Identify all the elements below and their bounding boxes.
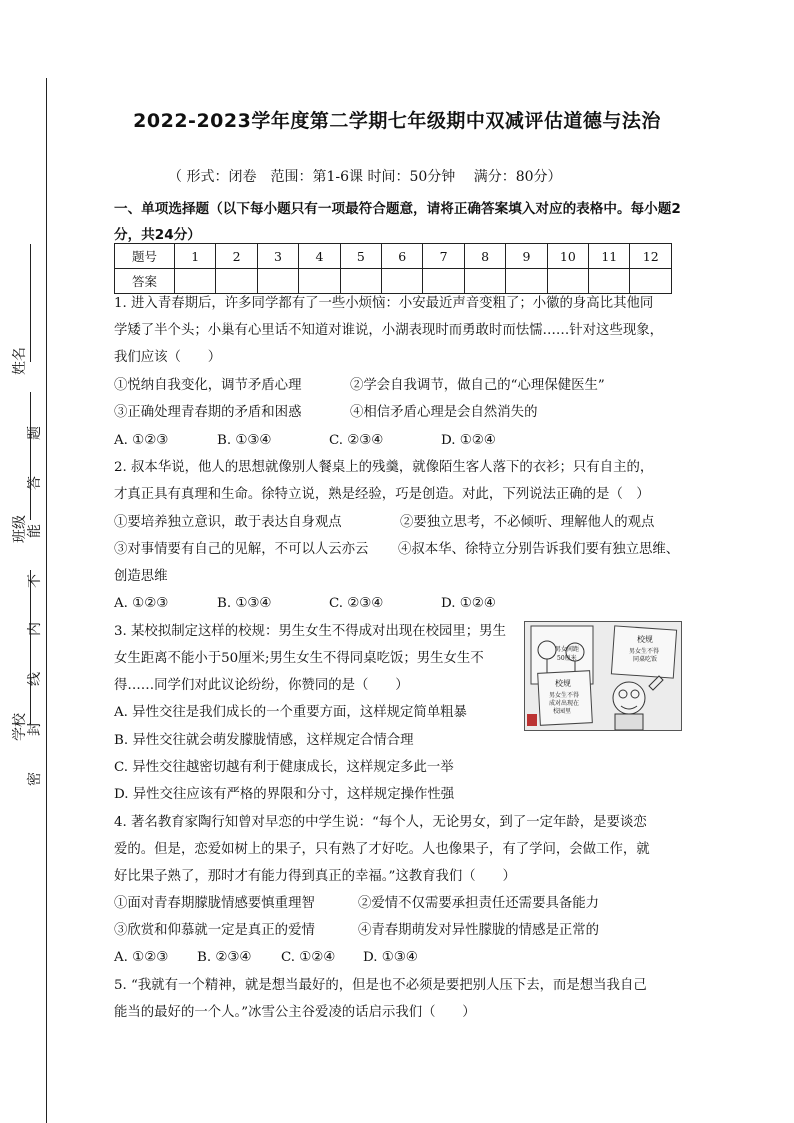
q2-statement: ②要独立思考，不必倾听、理解他人的观点	[400, 515, 655, 530]
seal-char: 答	[27, 476, 43, 490]
answer-cell[interactable]	[340, 269, 381, 294]
q4-line: 爱的。但是，恋爱如树上的果子，只有熟了才好吃。人也像果子，有了学问，会做工作，就	[114, 842, 650, 857]
question-number: 5	[340, 244, 381, 269]
q3-choice: C. 异性交往越密切越有利于健康成长，这样规定多此一举	[114, 760, 454, 775]
cartoon-illustration	[524, 621, 682, 731]
q4-choice: A. ①②③	[114, 950, 169, 965]
q2-statement: 创造思维	[114, 569, 168, 584]
q1-line: 学矮了半个头；小巢有心里话不知道对谁说，小湖表现时而勇敢时而怯懦……针对这些现象，	[114, 323, 664, 338]
q1-choice: A. ①②③	[114, 433, 169, 448]
question-number: 12	[630, 244, 672, 269]
seal-char: 线	[27, 672, 43, 686]
q1-statement: ③正确处理青春期的矛盾和困惑	[114, 405, 302, 420]
q4-choice: D. ①③④	[363, 950, 418, 965]
seal-char: 内	[27, 622, 43, 636]
answer-cell[interactable]	[257, 269, 298, 294]
q1-statement: ④相信矛盾心理是会自然消失的	[350, 405, 538, 420]
row-label-number: 题号	[115, 244, 175, 269]
q2-choice: C. ②③④	[329, 596, 384, 611]
cartoon-text: 校规	[555, 679, 571, 688]
answer-cell[interactable]	[382, 269, 423, 294]
q2-statement: ①要培养独立意识，敢于表达自身观点	[114, 515, 342, 530]
q2-choice: D. ①②④	[441, 596, 496, 611]
cartoon-text: 男女间距	[555, 646, 580, 653]
side-label-class: 班级	[12, 515, 28, 543]
q2-line: 2. 叔本华说，他人的思想就像别人餐桌上的残羹，就像陌生客人落下的衣衫；只有自主的，	[114, 460, 654, 475]
q4-line: 4. 著名教育家陶行知曾对早恋的中学生说：“每个人，无论男女，到了一定年龄，是要谈恋	[114, 815, 647, 830]
question-number: 2	[216, 244, 257, 269]
answer-cell[interactable]	[299, 269, 340, 294]
cartoon-text: 男女生不得	[629, 648, 660, 655]
question-number: 6	[382, 244, 423, 269]
question-number: 4	[299, 244, 340, 269]
row-label-answer: 答案	[115, 269, 175, 294]
question-number: 9	[506, 244, 547, 269]
school-underline	[30, 570, 31, 724]
question-number: 1	[175, 244, 216, 269]
question-number: 7	[423, 244, 464, 269]
q3-choice: B. 异性交往就会萌发朦胧情感，这样规定合情合理	[114, 733, 414, 748]
answer-cell[interactable]	[216, 269, 257, 294]
exam-meta: （ 形式：闭卷 范围：第1-6课 时间：50分钟 满分：80分）	[168, 169, 562, 185]
class-underline	[30, 392, 31, 520]
table-row	[115, 244, 672, 269]
q3-line: 女生距离不能小于50厘米;男生女生不得同桌吃饭；男生女生不	[114, 651, 484, 666]
answer-cell[interactable]	[630, 269, 672, 294]
q4-statement: ③欣赏和仰慕就一定是真正的爱情	[114, 923, 315, 938]
cartoon-text: 同桌吃饭	[633, 656, 658, 663]
cartoon-drawing	[525, 622, 681, 730]
seal-char: 能	[27, 524, 43, 538]
seal-char: 封	[27, 722, 43, 736]
answer-cell[interactable]	[547, 269, 588, 294]
cartoon-text: 成对出现在	[549, 700, 580, 707]
q1-statement: ②学会自我调节，做自己的“心理保健医生”	[350, 378, 605, 393]
q2-statement: ④叔本华、徐特立分别告诉我们要有独立思维、	[398, 542, 680, 557]
q5-line: 能当的最好的一个人。”冰雪公主谷爱凌的话启示我们（ ）	[114, 1005, 476, 1020]
binding-line	[46, 78, 47, 1123]
q3-choice: A. 异性交往是我们成长的一个重要方面，这样规定简单粗暴	[114, 705, 467, 720]
side-label-school: 学校	[12, 713, 28, 741]
answer-cell[interactable]	[175, 269, 216, 294]
q1-choice: B. ①③④	[217, 433, 272, 448]
cartoon-text: 50厘米	[557, 655, 577, 662]
q1-line: 1. 进入青春期后，许多同学都有了一些小烦恼：小安最近声音变粗了；小徽的身高比其他同	[114, 296, 654, 311]
q3-line: 3. 某校拟制定这样的校规：男生女生不得成对出现在校园里；男生	[114, 624, 506, 639]
side-label-name: 姓名	[12, 347, 28, 375]
cartoon-text: 校园里	[553, 708, 572, 715]
q2-statement: ③对事情要有自己的见解，不可以人云亦云	[114, 542, 369, 557]
question-number: 10	[547, 244, 588, 269]
question-number: 3	[257, 244, 298, 269]
seal-char: 题	[27, 426, 43, 440]
q2-choice: B. ①③④	[217, 596, 272, 611]
answer-cell[interactable]	[506, 269, 547, 294]
q3-choice: D. 异性交往应该有严格的界限和分寸，这样规定操作性强	[114, 787, 455, 802]
section-heading: 一、单项选择题（以下每小题只有一项最符合题意，请将正确答案填入对应的表格中。每小题2分，共24分）	[114, 201, 681, 243]
q5-line: 5. “我就有一个精神，就是想当最好的，但是也不必须是要把别人压下去，而是想当我自己	[114, 978, 647, 993]
q3-line: 得……同学们对此议论纷纷，你赞同的是（ ）	[114, 678, 409, 693]
q4-statement: ①面对青春期朦胧情感要慎重理智	[114, 896, 315, 911]
answer-cell[interactable]	[589, 269, 630, 294]
q1-statement: ①悦纳自我变化，调节矛盾心理	[114, 378, 302, 393]
q2-line: 才真正具有真理和生命。徐特立说，熟是经验，巧是创造。对此，下列说法正确的是（ ）	[114, 487, 650, 502]
q4-line: 好比果子熟了，那时才有能力得到真正的幸福。”这教育我们（ ）	[114, 869, 516, 884]
question-number: 8	[464, 244, 505, 269]
cartoon-text: 校规	[637, 635, 653, 644]
q4-choice: C. ①②④	[281, 950, 336, 965]
name-underline	[30, 244, 31, 362]
q4-statement: ②爱情不仅需要承担责任还需要具备能力	[358, 896, 600, 911]
seal-char: 密	[27, 772, 43, 786]
seal-char: 不	[27, 574, 43, 588]
answer-cell[interactable]	[464, 269, 505, 294]
table-row	[115, 269, 672, 294]
exam-title: 2022-2023学年度第二学期七年级期中双减评估道德与法治	[133, 110, 661, 132]
q4-choice: B. ②③④	[197, 950, 252, 965]
q1-choice: C. ②③④	[329, 433, 384, 448]
q1-line: 我们应该（ ）	[114, 350, 222, 365]
answer-table	[114, 243, 672, 294]
q1-choice: D. ①②④	[441, 433, 496, 448]
q4-statement: ④青春期萌发对异性朦胧的情感是正常的	[358, 923, 600, 938]
question-number: 11	[589, 244, 630, 269]
answer-cell[interactable]	[423, 269, 464, 294]
q2-choice: A. ①②③	[114, 596, 169, 611]
cartoon-text: 男女生不得	[549, 692, 580, 699]
